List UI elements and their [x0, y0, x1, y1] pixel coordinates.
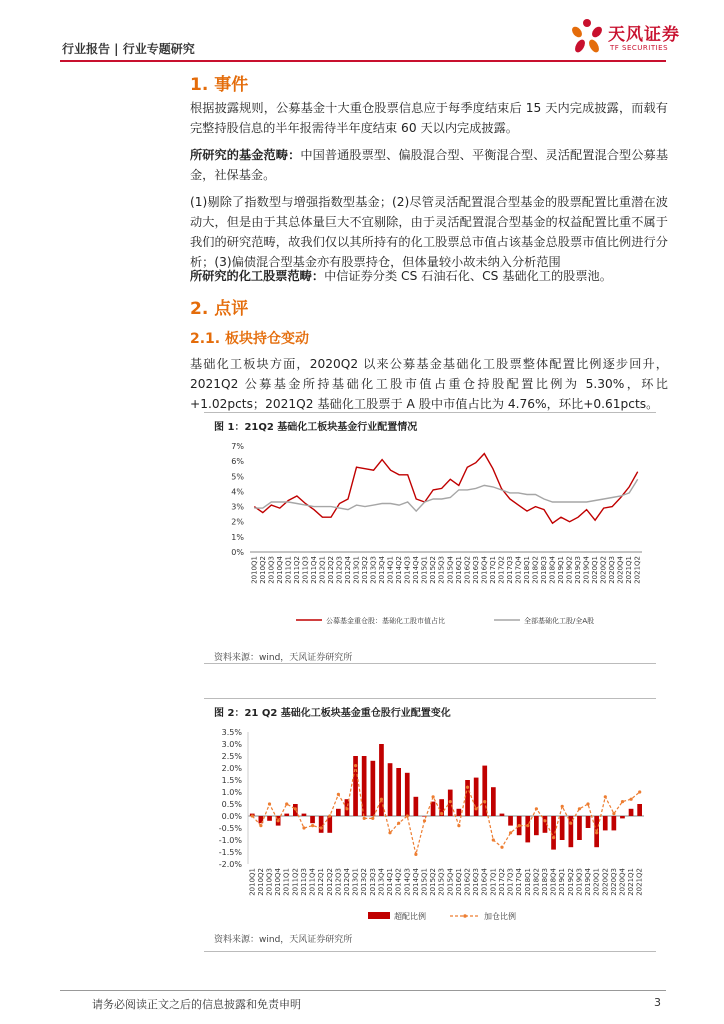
position-change-point	[518, 824, 521, 827]
legend-label-line: 加仓比例	[484, 912, 516, 921]
overweight-bar	[586, 816, 591, 828]
position-change-point	[371, 817, 374, 820]
x-tick-label: 2021Q1	[627, 868, 636, 896]
position-change-point	[432, 795, 435, 798]
x-tick-label: 2016Q3	[471, 556, 480, 584]
overweight-bar	[414, 797, 419, 816]
position-change-point	[569, 822, 572, 825]
x-tick-label: 2018Q4	[549, 868, 558, 896]
section-2-1-title: 2.1. 板块持仓变动	[190, 331, 309, 347]
position-change-point	[285, 802, 288, 805]
x-tick-label: 2012Q4	[344, 556, 352, 584]
header-divider	[60, 60, 666, 62]
x-tick-label: 2013Q4	[377, 868, 386, 896]
position-change-point	[259, 824, 262, 827]
section-2-title: 2. 点评	[190, 299, 249, 319]
section-1-title: 1. 事件	[190, 75, 249, 95]
x-tick-label: 2017Q2	[497, 556, 506, 584]
x-tick-label: 2011Q3	[301, 556, 310, 584]
x-tick-label: 2015Q4	[446, 868, 455, 896]
x-tick-label: 2011Q4	[309, 556, 318, 584]
position-change-point	[380, 798, 383, 801]
x-tick-label: 2010Q3	[267, 556, 276, 584]
page-header	[0, 0, 724, 64]
overweight-bar	[508, 816, 513, 826]
x-tick-label: 2010Q2	[256, 868, 265, 896]
x-tick-label: 2021Q2	[635, 868, 644, 896]
stock-scope-text: 中信证券分类 CS 石油石化、CS 基础化工的股票池。	[324, 269, 612, 283]
position-change-point	[363, 817, 366, 820]
x-tick-label: 2018Q2	[531, 556, 540, 584]
x-tick-label: 2014Q4	[411, 868, 420, 896]
figure-1-chart	[204, 432, 656, 632]
logo-subtitle: TF SECURITIES	[610, 44, 669, 52]
x-tick-label: 2015Q4	[446, 556, 455, 584]
x-tick-label: 2010Q3	[265, 868, 274, 896]
x-tick-label: 2015Q3	[437, 556, 446, 584]
y-tick-label: 2.5%	[221, 752, 242, 761]
x-tick-label: 2020Q3	[608, 556, 617, 584]
position-change-point	[466, 786, 469, 789]
brand-logo	[568, 18, 688, 62]
position-change-point	[457, 824, 460, 827]
x-tick-label: 2019Q2	[566, 868, 575, 896]
overweight-bar	[302, 814, 307, 816]
x-tick-label: 2012Q1	[317, 868, 326, 896]
x-tick-label: 2011Q1	[282, 868, 291, 896]
y-tick-label: 6%	[231, 457, 244, 467]
legend-label-2: 全部基础化工股/全A股	[524, 617, 595, 625]
x-tick-label: 2010Q4	[274, 868, 283, 896]
x-tick-label: 2015Q1	[420, 556, 429, 584]
position-change-point	[561, 805, 564, 808]
position-change-point	[406, 814, 409, 817]
page-number: 3	[654, 996, 661, 1009]
position-change-point	[294, 807, 297, 810]
position-change-point	[638, 790, 641, 793]
figure-1-source: 资料来源：wind，天风证券研究所	[214, 653, 353, 663]
x-tick-label: 2021Q2	[633, 556, 642, 584]
x-tick-label: 2011Q2	[292, 556, 301, 584]
x-tick-label: 2015Q3	[437, 868, 446, 896]
y-tick-label: 4%	[231, 487, 244, 497]
overweight-bar	[577, 816, 582, 840]
x-tick-label: 2012Q2	[326, 556, 335, 584]
report-category: 行业报告 | 行业专题研究	[62, 42, 195, 56]
x-tick-label: 2014Q2	[394, 868, 403, 896]
x-tick-label: 2019Q1	[557, 556, 566, 584]
x-tick-label: 2016Q4	[480, 556, 489, 584]
x-tick-label: 2016Q2	[463, 868, 472, 896]
position-change-point	[509, 831, 512, 834]
x-tick-label: 2013Q3	[368, 868, 377, 896]
figure-2-chart	[204, 720, 656, 924]
x-tick-label: 2011Q4	[308, 868, 317, 896]
overweight-bar	[629, 809, 634, 816]
x-tick-label: 2016Q1	[454, 868, 463, 896]
position-change-point	[423, 819, 426, 822]
y-tick-label: -1.0%	[218, 836, 242, 845]
overweight-bar	[457, 809, 462, 816]
x-tick-label: 2020Q2	[599, 556, 608, 584]
figure-2-title: 图 2：21 Q2 基础化工板块基金重仓股行业配置变化	[214, 708, 451, 719]
x-tick-label: 2016Q3	[472, 868, 481, 896]
overweight-bar	[637, 804, 642, 816]
fund-scope-text: 中国普通股票型、偏股混合型、平衡混合型、灵活配置混合型公募基金，社保基金。	[190, 148, 669, 182]
y-tick-label: 0%	[231, 548, 244, 557]
fund-scope-label: 所研究的基金范畴：	[190, 148, 301, 162]
overweight-bar	[362, 756, 367, 816]
x-tick-label: 2010Q1	[250, 556, 259, 584]
x-tick-label: 2010Q2	[258, 556, 267, 584]
position-change-point	[492, 838, 495, 841]
x-tick-label: 2015Q2	[429, 556, 438, 584]
x-tick-label: 2019Q2	[565, 556, 574, 584]
x-tick-label: 2019Q1	[558, 868, 567, 896]
overweight-bar	[482, 766, 487, 816]
x-tick-label: 2019Q3	[574, 556, 583, 584]
legend-swatch-marker	[463, 914, 467, 918]
overweight-bar	[620, 816, 625, 818]
x-tick-label: 2012Q3	[335, 556, 344, 584]
x-tick-label: 2015Q2	[429, 868, 438, 896]
paragraph-stock-scope	[190, 266, 668, 286]
position-change-point	[543, 819, 546, 822]
overweight-bar	[371, 761, 376, 816]
y-tick-label: 2%	[231, 517, 244, 527]
x-tick-label: 2019Q4	[584, 868, 593, 896]
figure-1-title: 图 1：21Q2 基础化工板块基金行业配置情况	[214, 422, 418, 433]
y-tick-label: 1%	[231, 532, 244, 542]
position-change-point	[302, 826, 305, 829]
position-change-point	[397, 822, 400, 825]
position-change-point	[440, 812, 443, 815]
x-tick-label: 2016Q1	[454, 556, 463, 584]
position-change-line	[252, 766, 639, 855]
overweight-bar	[336, 809, 341, 816]
overweight-bar	[500, 814, 505, 816]
y-tick-label: 3.0%	[221, 740, 242, 749]
position-change-point	[277, 819, 280, 822]
y-tick-label: -2.0%	[218, 860, 242, 869]
x-tick-label: 2014Q3	[403, 556, 412, 584]
x-tick-label: 2017Q4	[515, 868, 524, 896]
paragraph-sector-holdings: 基础化工板块方面，2020Q2 以来公募基金基础化工股票整体配置比例逐步回升，2021Q2 公募基金所持基础化工股市值占重仓持股配置比例为 5.30%，环比+1.02pcts；2021Q2 基础化工股票于 A 股中市值占比为 4.76%，环比+0.61pcts。	[190, 357, 668, 411]
overweight-bar	[396, 768, 401, 816]
x-tick-label: 2013Q1	[352, 556, 361, 584]
overweight-bar	[388, 763, 393, 816]
position-change-point	[320, 826, 323, 829]
y-tick-label: 3.5%	[221, 728, 242, 737]
position-change-point	[311, 824, 314, 827]
position-change-point	[345, 807, 348, 810]
logo-mark-icon	[568, 18, 606, 58]
position-change-point	[337, 793, 340, 796]
position-change-point	[388, 831, 391, 834]
x-tick-label: 2013Q2	[360, 868, 369, 896]
figure-2-source: 资料来源：wind，天风证券研究所	[214, 935, 353, 945]
x-tick-label: 2014Q2	[395, 556, 404, 584]
x-tick-label: 2011Q2	[291, 868, 300, 896]
position-change-point	[612, 812, 615, 815]
x-tick-label: 2018Q1	[522, 556, 531, 584]
x-tick-label: 2013Q1	[351, 868, 360, 896]
position-change-point	[526, 824, 529, 827]
x-tick-label: 2012Q1	[318, 556, 327, 584]
x-tick-label: 2014Q1	[386, 868, 395, 896]
x-tick-label: 2019Q4	[582, 556, 591, 584]
position-change-point	[354, 764, 357, 767]
x-tick-label: 2017Q2	[497, 868, 506, 896]
x-tick-label: 2017Q4	[514, 556, 523, 584]
overweight-bar	[612, 816, 617, 830]
overweight-bar	[603, 816, 608, 830]
stock-scope-label: 所研究的化工股票范畴：	[190, 269, 325, 283]
y-tick-label: 3%	[231, 502, 244, 512]
y-tick-label: 1.0%	[221, 788, 242, 797]
overweight-bar	[405, 773, 410, 816]
overweight-bar	[267, 816, 272, 821]
x-tick-label: 2018Q3	[540, 556, 548, 584]
x-tick-label: 2013Q3	[369, 556, 378, 584]
x-tick-label: 2020Q4	[616, 556, 625, 584]
x-tick-label: 2018Q4	[548, 556, 557, 584]
position-change-point	[586, 802, 589, 805]
paragraph-disclosure-rule: 根据披露规则，公募基金十大重仓股票信息应于每季度结束后 15 天内完成披露，而载有完整持股信息的半年报需待半年度结束 60 天以内完成披露。	[190, 101, 668, 135]
x-tick-label: 2020Q1	[591, 556, 600, 584]
overweight-bar	[534, 816, 539, 835]
position-change-point	[621, 800, 624, 803]
y-tick-label: -0.5%	[218, 824, 242, 833]
x-tick-label: 2018Q1	[523, 868, 532, 896]
x-tick-label: 2020Q1	[592, 868, 601, 896]
series-line-1	[254, 454, 637, 524]
y-tick-label: 5%	[231, 472, 244, 482]
x-tick-label: 2012Q2	[325, 868, 334, 896]
legend-label-1: 公募基金重仓股：基础化工股市值占比	[326, 617, 445, 625]
x-tick-label: 2015Q1	[420, 868, 429, 896]
paragraph-scope-notes: (1)剔除了指数型与增强指数型基金；(2)尽管灵活配置混合型基金的股票配置比重潜在波动大，但是由于其总体量巨大不宜剔除，由于灵活配置混合型基金的权益配置比重不属于我们的研究范畴，故我们仅以其所持有的化工股票总市值占该基金总股票市值比例进行分析；(3)偏债混合型基金亦有股票持仓，但体量较小故未纳入分析范围	[190, 195, 668, 269]
x-tick-label: 2021Q1	[625, 556, 634, 584]
paragraph-fund-scope	[190, 145, 668, 185]
position-change-point	[595, 831, 598, 834]
position-change-point	[578, 807, 581, 810]
x-tick-label: 2017Q1	[488, 556, 497, 584]
overweight-bar	[525, 816, 530, 842]
x-tick-label: 2011Q1	[284, 556, 293, 584]
overweight-bar	[327, 816, 332, 833]
position-change-point	[449, 800, 452, 803]
legend-label-bar: 超配比例	[394, 912, 426, 921]
x-tick-label: 2018Q2	[532, 868, 541, 896]
x-tick-label: 2020Q2	[601, 868, 610, 896]
x-tick-label: 2014Q3	[403, 868, 412, 896]
position-change-point	[251, 814, 254, 817]
overweight-bar	[319, 816, 324, 833]
x-tick-label: 2017Q3	[505, 556, 514, 584]
y-tick-label: 1.5%	[221, 776, 242, 785]
y-tick-label: -1.5%	[218, 848, 242, 857]
x-tick-label: 2013Q4	[378, 556, 387, 584]
y-tick-label: 0.0%	[221, 812, 242, 821]
overweight-bar	[569, 816, 574, 847]
y-tick-label: 7%	[231, 442, 244, 451]
position-change-point	[552, 836, 555, 839]
x-tick-label: 2010Q1	[248, 868, 257, 896]
overweight-bar	[284, 814, 289, 816]
overweight-bar	[491, 787, 496, 816]
x-tick-label: 2020Q4	[618, 868, 627, 896]
x-tick-label: 2019Q3	[575, 868, 584, 896]
overweight-bar	[431, 802, 436, 816]
overweight-bar	[560, 816, 565, 840]
y-tick-label: 2.0%	[221, 764, 242, 773]
position-change-point	[535, 807, 538, 810]
x-tick-label: 2014Q4	[412, 556, 421, 584]
position-change-point	[414, 853, 417, 856]
position-change-point	[604, 795, 607, 798]
x-tick-label: 2016Q2	[463, 556, 472, 584]
x-tick-label: 2017Q1	[489, 868, 498, 896]
position-change-point	[500, 846, 503, 849]
x-tick-label: 2018Q3	[541, 868, 549, 896]
footer-disclaimer: 请务必阅读正文之后的信息披露和免责申明	[92, 998, 301, 1011]
position-change-point	[268, 802, 271, 805]
x-tick-label: 2011Q3	[299, 868, 308, 896]
logo-name: 天风证券	[608, 25, 680, 45]
position-change-point	[630, 798, 633, 801]
overweight-bar	[310, 816, 315, 823]
y-tick-label: 0.5%	[221, 800, 242, 809]
x-tick-label: 2010Q4	[275, 556, 284, 584]
x-tick-label: 2012Q4	[343, 868, 351, 896]
overweight-bar	[465, 780, 470, 816]
x-tick-label: 2020Q3	[609, 868, 618, 896]
position-change-point	[328, 814, 331, 817]
position-change-point	[483, 800, 486, 803]
x-tick-label: 2012Q3	[334, 868, 343, 896]
x-tick-label: 2016Q4	[480, 868, 489, 896]
x-tick-label: 2014Q1	[386, 556, 395, 584]
x-tick-label: 2013Q2	[361, 556, 370, 584]
legend-swatch-bar	[368, 912, 390, 919]
position-change-point	[475, 807, 478, 810]
x-tick-label: 2017Q3	[506, 868, 515, 896]
footer-divider	[60, 990, 666, 991]
